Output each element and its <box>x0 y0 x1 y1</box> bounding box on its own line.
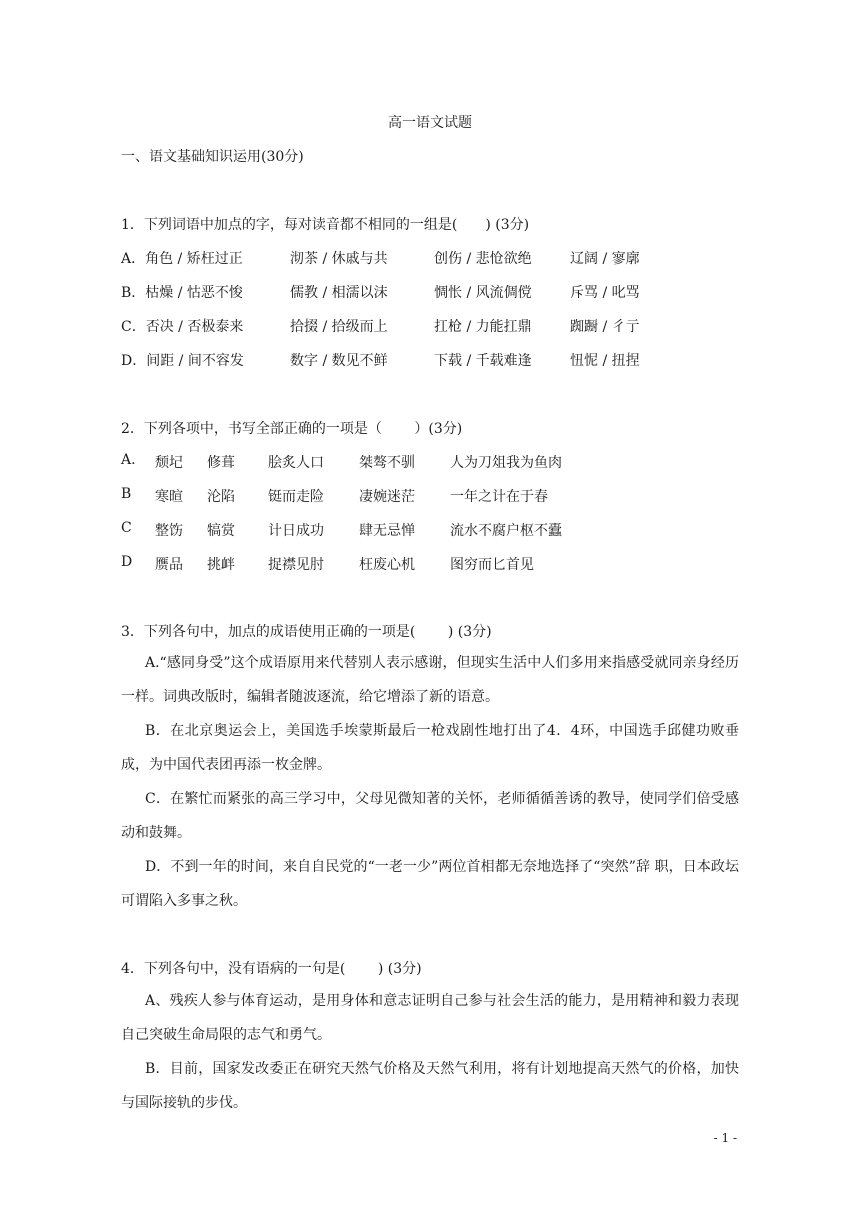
question-3-stem: 3．下列各句中，加点的成语使用正确的一项是( ) (3分) <box>121 624 492 640</box>
option-cell: 惆怅 / 风流倜傥 <box>434 285 532 301</box>
question-3-option-a: A.“感同身受”这个成语原用来代替别人表示感谢，但现实生活中人们多用来指感受就同亲身经历一样。词典改版时，编辑者随波逐流，给它增添了新的语意。 <box>121 655 739 705</box>
option-cell: 计日成功 <box>268 523 324 539</box>
option-cell: A．角色 / 矫枉过正 <box>121 251 243 267</box>
option-cell: 一年之计在于春 <box>450 489 548 505</box>
option-cell: B．枯燥 / 怙恶不悛 <box>121 285 243 301</box>
option-cell: 捉襟见肘 <box>268 557 324 573</box>
page-title: 高一语文试题 <box>388 115 472 131</box>
question-4-stem: 4．下列各句中，没有语病的一句是( ) (3分) <box>121 961 422 977</box>
option-cell: 修葺 <box>207 455 235 471</box>
option-cell: 下载 / 千载难逢 <box>434 353 532 369</box>
option-cell: 颓圮 <box>155 455 183 471</box>
option-cell: 整饬 <box>155 523 183 539</box>
question-4-option-b: B．目前，国家发改委正在研究天然气价格及天然气利用，将有计划地提高天然气的价格，加快与国际接轨的步伐。 <box>121 1061 739 1111</box>
option-cell: 枉废心机 <box>359 557 415 573</box>
question-3-option-c: C．在繁忙而紧张的高三学习中，父母见微知著的关怀，老师循循善诱的教导，使同学们倍受感动和鼓舞。 <box>121 791 739 841</box>
option-cell: 肆无忌惮 <box>359 523 415 539</box>
question-1-stem: 1．下列词语中加点的字，每对读音都不相同的一组是( ) (3分) <box>121 217 530 233</box>
page-number: - 1 - <box>713 1131 737 1145</box>
option-cell: 沏茶 / 休戚与共 <box>290 251 388 267</box>
question-4-option-a: A、残疾人参与体育运动，是用身体和意志证明自己参与社会生活的能力，是用精神和毅力表现自己突破生命局限的志气和勇气。 <box>121 993 739 1043</box>
option-cell: 人为刀俎我为鱼肉 <box>450 455 562 471</box>
option-cell: 犒赏 <box>207 523 235 539</box>
option-cell: 脍炙人口 <box>268 455 324 471</box>
option-letter: A. <box>121 452 136 468</box>
option-cell: 辽阔 / 寥廓 <box>570 251 640 267</box>
option-cell: 赝品 <box>155 557 183 573</box>
option-cell: 儒教 / 相濡以沫 <box>290 285 388 301</box>
option-cell: 图穷而匕首见 <box>450 557 534 573</box>
option-cell: 创伤 / 悲怆欲绝 <box>434 251 532 267</box>
option-letter: B <box>121 486 132 502</box>
option-cell: 寒暄 <box>155 489 183 505</box>
option-cell: 挑衅 <box>207 557 235 573</box>
option-cell: 铤而走险 <box>268 489 324 505</box>
option-cell: 拾掇 / 拾级而上 <box>290 319 388 335</box>
option-cell: 斥骂 / 叱骂 <box>570 285 640 301</box>
section-heading: 一、语文基础知识运用(30分) <box>121 149 304 165</box>
option-cell: C．否决 / 否极泰来 <box>121 319 244 335</box>
option-cell: 凄婉迷茫 <box>359 489 415 505</box>
option-letter: D <box>121 554 133 570</box>
question-2-stem: 2．下列各项中，书写全部正确的一项是（ ）(3分) <box>121 421 463 437</box>
option-cell: 数字 / 数见不鲜 <box>290 353 388 369</box>
option-cell: 流水不腐户枢不蠹 <box>450 523 562 539</box>
option-cell: 桀骜不驯 <box>359 455 415 471</box>
option-letter: C <box>121 520 132 536</box>
option-cell: 踟蹰 / 彳亍 <box>570 319 640 335</box>
option-cell: 沦陷 <box>207 489 235 505</box>
question-3-option-b: B．在北京奥运会上，美国选手埃蒙斯最后一枪戏剧性地打出了4．4环，中国选手邱健功败垂成，为中国代表团再添一枚金牌。 <box>121 723 739 773</box>
question-3-option-d: D．不到一年的时间，来自自民党的“一老一少”两位首相都无奈地选择了“突然”辞 职，日本政坛可谓陷入多事之秋。 <box>121 859 739 909</box>
option-cell: 忸怩 / 扭捏 <box>570 353 640 369</box>
option-cell: D．间距 / 间不容发 <box>121 353 244 369</box>
option-cell: 扛枪 / 力能扛鼎 <box>434 319 532 335</box>
